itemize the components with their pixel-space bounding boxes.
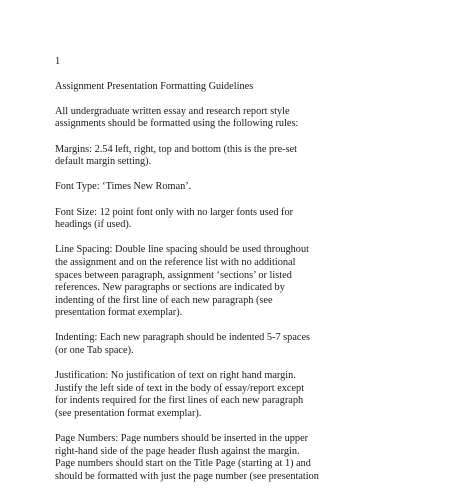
paragraph-indenting: Indenting: Each new paragraph should be indented 5-7 spaces (or one Tab space). [55, 332, 311, 357]
page-number: 1 [55, 56, 61, 67]
paragraph-margins: Margins: 2.54 left, right, top and bottom (this is the pre-set default margin setting). [55, 143, 298, 168]
paragraph-page-numbers: Page Numbers: Page numbers should be inserted in the upper right-hand side of the page header flush against the margin. Page numbers should start on the Title Page (starting at 1) and should be formatted with just the page number (see presentation [55, 433, 319, 482]
document-title: Assignment Presentation Formatting Guidelines [55, 80, 254, 92]
paragraph-font-size: Font Size: 12 point font only with no larger fonts used for headings (if used). [55, 206, 294, 231]
paragraph-justification: Justification: No justification of text on right hand margin. Justify the left side of text in the body of essay/report except for indents required for the first lines of each new paragraph (see presentation format exemplar). [55, 370, 305, 420]
paragraph-line-spacing: Line Spacing: Double line spacing should be used throughout the assignment and on the reference list with no additional spaces between paragraph, assignment ‘sections’ or listed references. New paragraphs or sections are indicated by indenting of the first line of each new paragraph (see presentation format exemplar). [55, 244, 309, 319]
paragraph-intro: All undergraduate written essay and research report style assignments should be formatted using the following rules: [55, 105, 299, 130]
document-body [55, 56, 447, 496]
paragraph-font-type: Font Type: ‘Times New Roman’. [55, 181, 192, 193]
